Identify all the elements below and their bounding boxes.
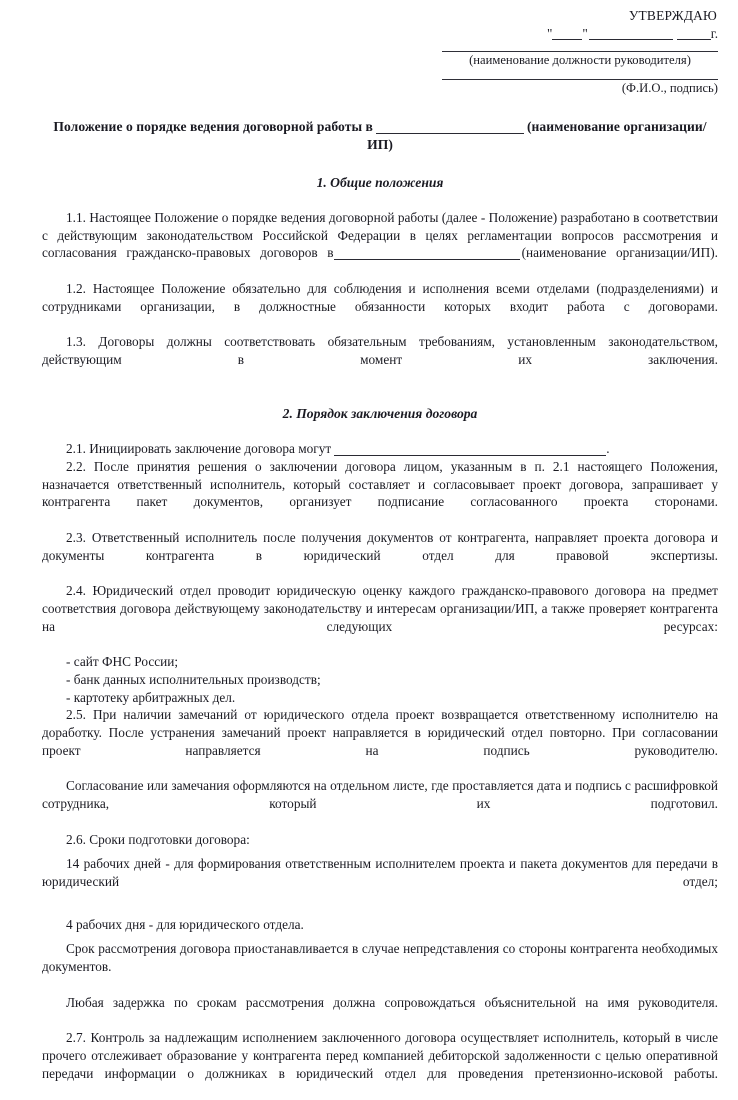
paragraph-2-4: 2.4. Юридический отдел проводит юридическую оценку каждого гражданско-правового договора на предмет соответствия договора действующему законодательству и интересам организации/ИП, а также проверяет контрагента на следующих ресурсах: [42,583,718,634]
paragraph-1-2: 1.2. Настоящее Положение обязательно для соблюдения и исполнения всеми отделами (подразделениями) и сотрудниками организации, в должностные обязанности которых входит работа с договорами. [42,280,718,314]
paragraph-1-1-text-after: (наименование организации/ИП). [521,245,718,261]
paragraph-1-3: 1.3. Договоры должны соответствовать обязательным требованиям, установленным законодательством, действующим в момент их заключения. [42,334,718,367]
paragraph-2-6-term-14-days: 14 рабочих дней - для формирования ответственным исполнителем проекта и пакета документов для передачи в юридический отдел; [42,856,718,889]
paragraph-2-5: 2.5. При наличии замечаний от юридического отдела проект возвращается ответственному исполнителю на доработку. После устранения замечаний проект направляется в юридический отдел повторно. При согласовании проект направляется на подпись руководителю. [42,707,718,758]
year-blank[interactable] [677,39,711,40]
paragraph-2-7: 2.7. Контроль за надлежащим исполнением заключенного договора осуществляет исполнитель, который в числе прочего отслеживает образование у контрагента перед компанией дебиторской задолженности с целью оперативной передачи информации о должниках в юридический отдел для проведения претензионно-исковой работы. [42,1030,718,1081]
paragraph-2-2: 2.2. После принятия решения о заключении договора лицом, указанным в п. 2.1 настоящего Положения, назначается ответственный исполнитель, который составляет и согласовывает проект договора, запрашивает у контрагента пакет документов, организует подписание согласованного проекта сторонами. [42,458,718,510]
list-item-arbitration-cases: - картотеку арбитражных дел. [66,689,236,705]
paragraph-2-6-term-4-days: 4 рабочих дня - для юридического отдела. [66,916,304,932]
section-body-1 [42,209,718,387]
paragraph-2-3: 2.3. Ответственный исполнитель после получения документов от контрагента, направляет проекта договора и документы контрагента в юридический отдел для правовой экспертизы. [42,529,718,563]
page-title-part3: организации/ИП) [367,118,707,153]
paragraph-2-6: 2.6. Сроки подготовки договора: [66,831,250,847]
section-heading-2: 2. Порядок заключения договора [282,406,478,422]
approval-block [442,8,718,96]
spacer-before-term-1 [42,848,718,855]
paragraph-1-1 [42,209,718,280]
page-title-part2: (наименование [526,118,621,134]
paragraph-2-5-note: Согласование или замечания оформляются на отдельном листе, где проставляется дата и подпись с расшифровкой сотрудника, который их подготовил. [42,778,718,811]
spacer-before-term-2 [42,909,718,916]
page-title [42,118,718,156]
spacer-before-suspension [42,933,718,940]
organization-name-blank[interactable] [376,133,524,134]
month-blank[interactable] [589,39,673,40]
day-blank[interactable] [552,39,582,40]
paragraph-1-1-text-before: 1.1. Настоящее Положение о порядке ведения договорной работы (далее - Положение) разработано в соответствии с действующим законодательством Российской Федерации в целях регламентации вопросов рассмотрения и согласования гражданско-правовых договоров в [42,209,718,261]
approval-heading: УТВЕРЖДАЮ [628,8,717,23]
year-suffix: г. [710,26,718,42]
quote-open: " [547,26,553,42]
approval-name-block [442,79,718,96]
approval-date-line [442,26,718,42]
paragraph-2-1-initiator-blank[interactable] [334,455,606,456]
approval-position-block [442,51,718,68]
list-item-enforcement-db: - банк данных исполнительных производств; [66,671,321,687]
paragraph-2-6-delay: Любая задержка по срокам рассмотрения должна сопровождаться объяснительной на имя руководителя. [66,994,718,1010]
paragraph-2-1-text-after: . [606,441,610,456]
approval-name-caption: (Ф.И.О., подпись) [621,80,718,95]
quote-close: " [582,26,588,42]
section-body-2 [42,440,718,1100]
page-title-part1: Положение о порядке ведения договорной работы в [53,118,373,134]
section-heading-1: 1. Общие положения [316,175,444,191]
paragraph-1-1-org-blank[interactable] [334,259,520,260]
paragraph-2-1 [42,440,718,458]
approval-position-caption: (наименование должности руководителя) [469,53,691,68]
paragraph-2-1-text-before: 2.1. Инициировать заключение договора могут [66,441,332,456]
paragraph-2-6-suspension: Срок рассмотрения договора приостанавливается в случае непредставления со стороны контрагента необходимых документов. [42,941,718,974]
list-item-fns: - сайт ФНС России; [66,654,179,669]
